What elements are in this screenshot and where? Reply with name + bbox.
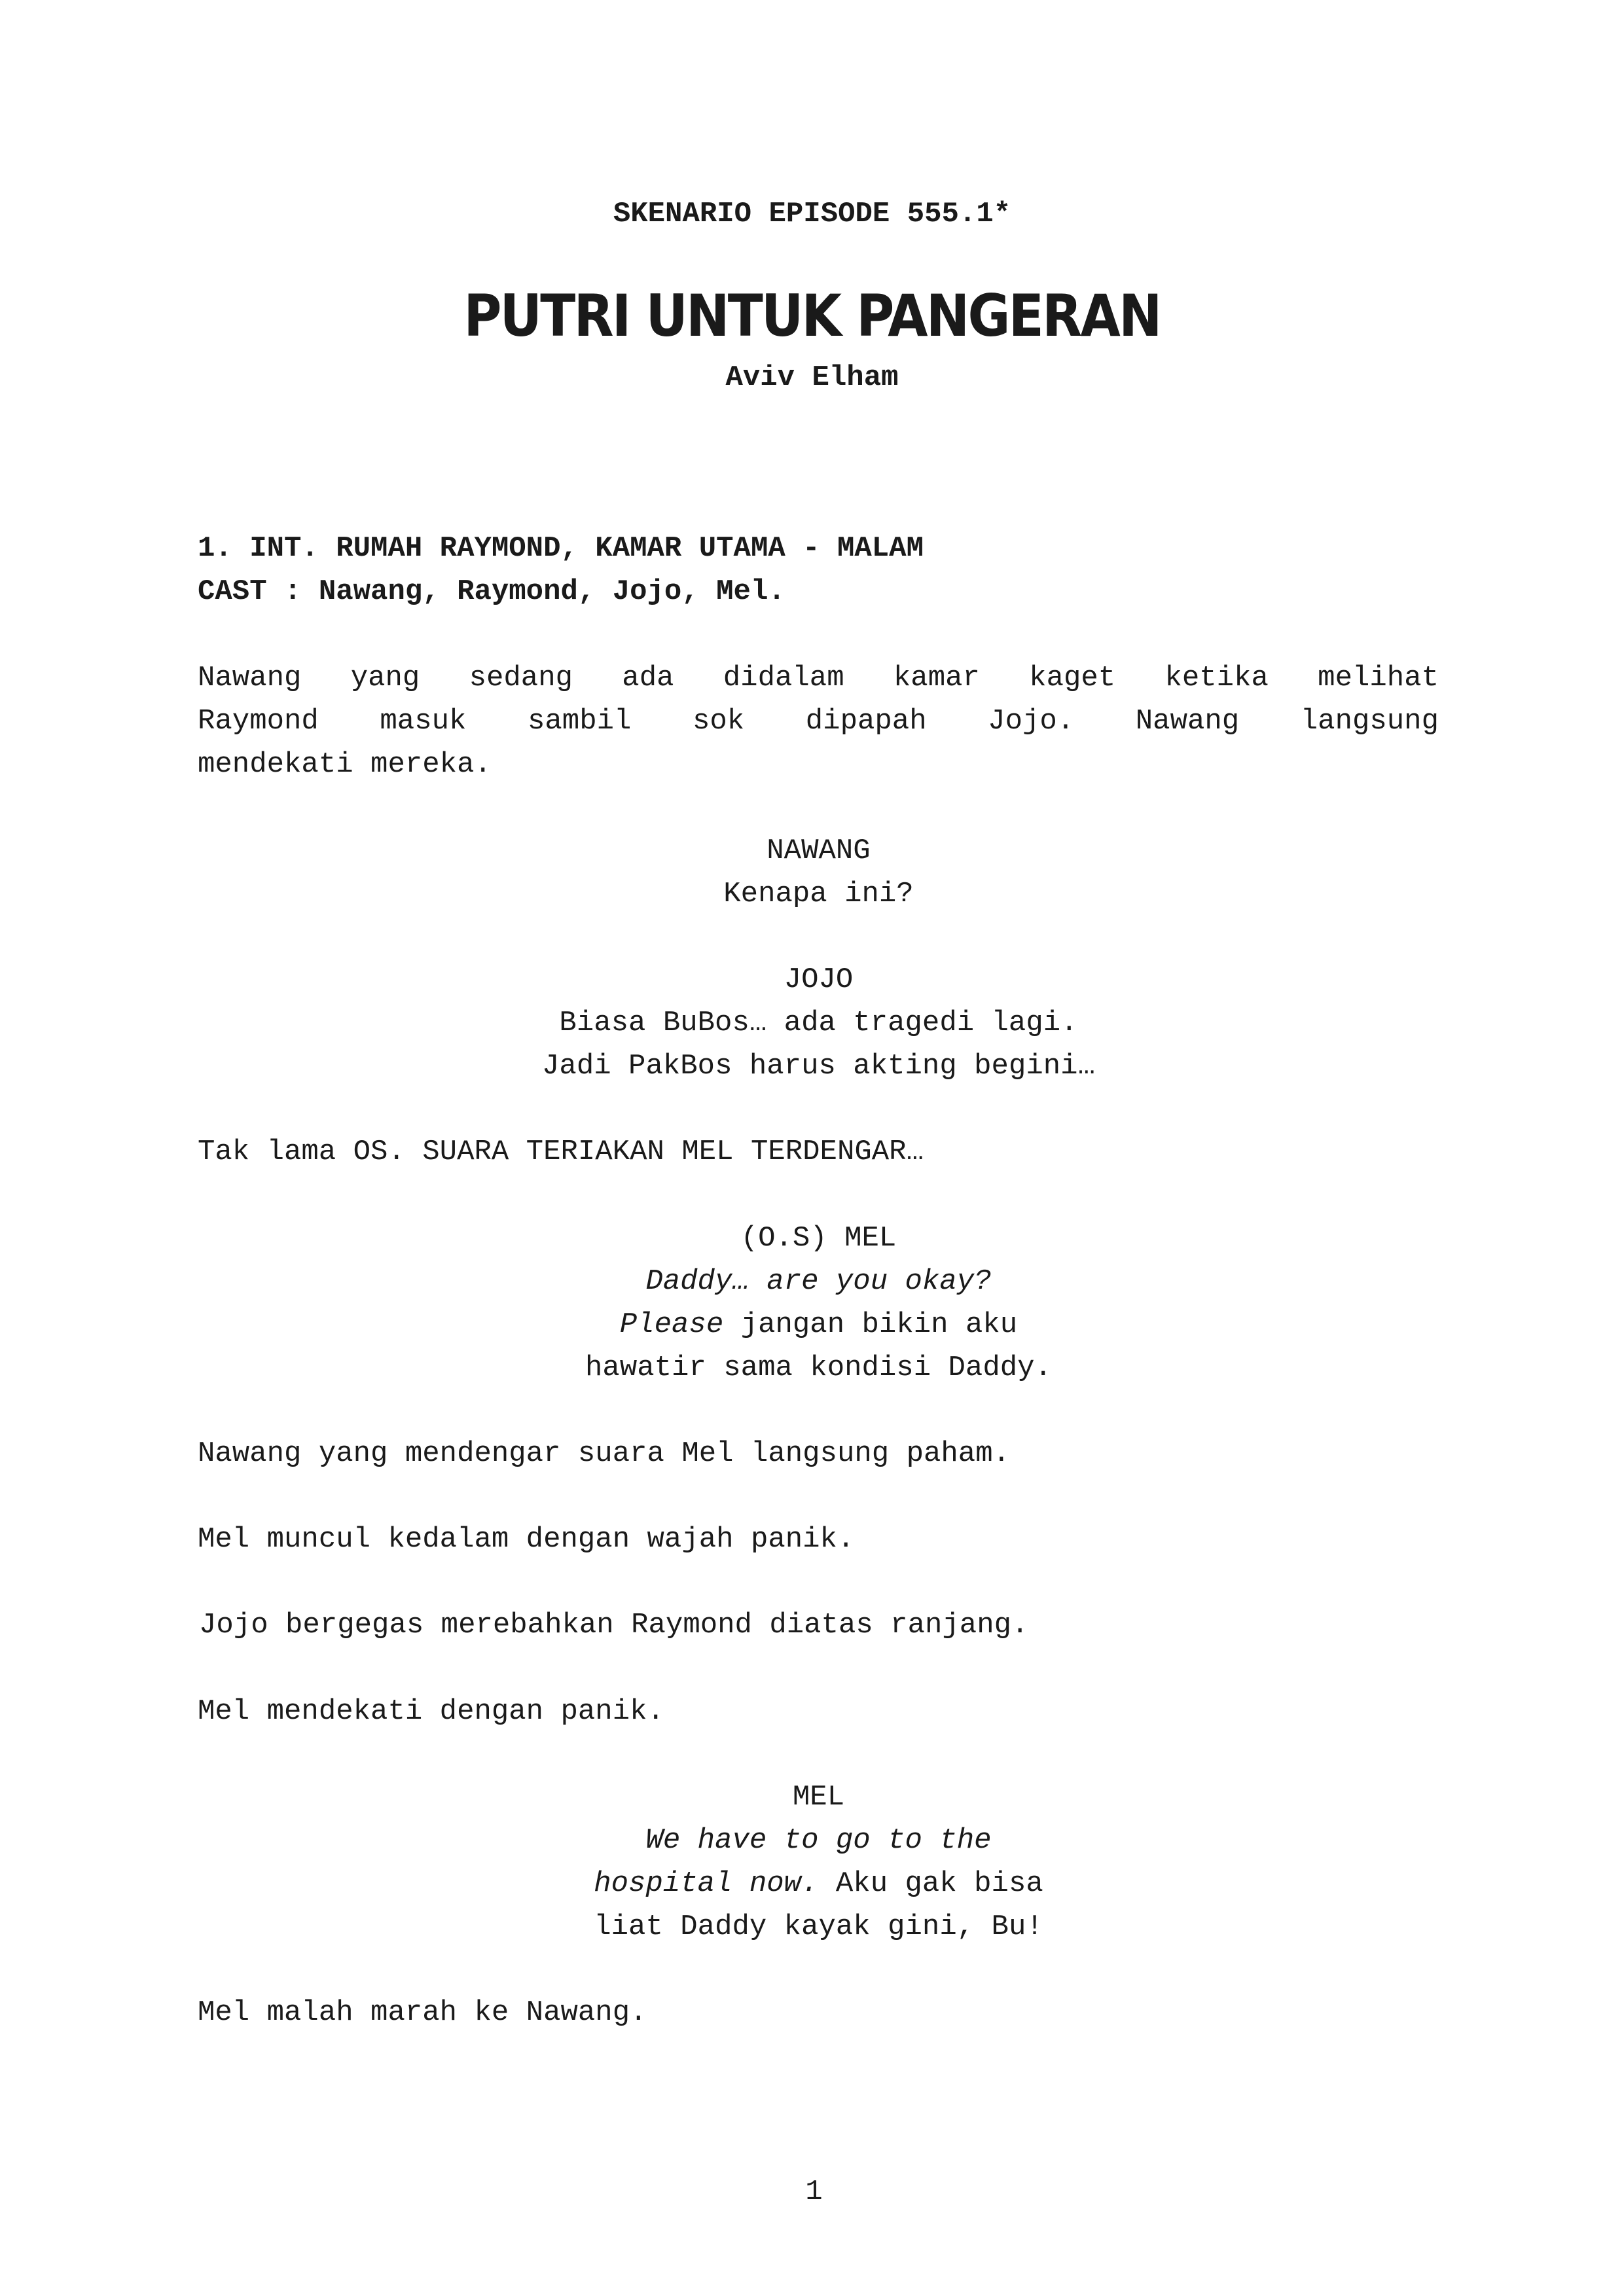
action-line: mendekati mereka. [198,748,492,781]
dialogue-line: Daddy… are you okay? [645,1265,992,1298]
dialogue-line: Jadi PakBos harus akting begini… [542,1050,1095,1083]
dialogue-text: jangan bikin aku [723,1308,1018,1341]
dialogue-line: liat Daddy kayak gini, Bu! [594,1910,1043,1943]
dialogue-italic: hospital now. [594,1867,819,1900]
page-number: 1 [805,2176,823,2208]
dialogue-line: Biasa BuBos… ada tragedi lagi. [559,1007,1078,1039]
episode-label: SKENARIO EPISODE 555.1* [613,198,1011,230]
action-paragraph-7: Mel malah marah ke Nawang. [198,1996,647,2029]
script-title: PUTRI UNTUK PANGERAN [463,282,1161,350]
dialogue-line: Kenapa ini? [723,878,914,910]
scene-heading: 1. INT. RUMAH RAYMOND, KAMAR UTAMA - MALAM [198,532,924,565]
dialogue-line: hawatir sama kondisi Daddy. [585,1352,1052,1384]
scene-cast: CAST : Nawang, Raymond, Jojo, Mel. [198,575,785,608]
dialogue-line [7,1862,1624,1905]
action-paragraph-4: Mel muncul kedalam dengan wajah panik. [198,1523,855,1556]
action-paragraph-2: Tak lama OS. SUARA TERIAKAN MEL TERDENGAR… [198,1136,924,1168]
action-paragraph-6: Mel mendekati dengan panik. [198,1695,664,1728]
author-name: Aviv Elham [725,361,899,394]
character-name-mel: MEL [792,1781,845,1814]
dialogue-italic: Please [619,1308,724,1341]
character-name-jojo: JOJO [784,963,854,996]
character-name-nawang: NAWANG [767,834,871,867]
action-paragraph-1 [198,656,1439,786]
dialogue-line [7,1303,1624,1346]
action-line: Nawang yang sedang ada didalam kamar kaget ketika melihat [198,662,1439,694]
action-paragraph-3: Nawang yang mendengar suara Mel langsung paham. [198,1437,1011,1470]
action-line: Raymond masuk sambil sok dipapah Jojo. Nawang langsung [198,705,1439,738]
dialogue-line: We have to go to the [645,1824,992,1857]
character-name-mel-os: (O.S) MEL [740,1222,897,1255]
action-paragraph-5: Jojo bergegas merebahkan Raymond diatas ranjang. [199,1609,1029,1641]
dialogue-text: Aku gak bisa [818,1867,1043,1900]
